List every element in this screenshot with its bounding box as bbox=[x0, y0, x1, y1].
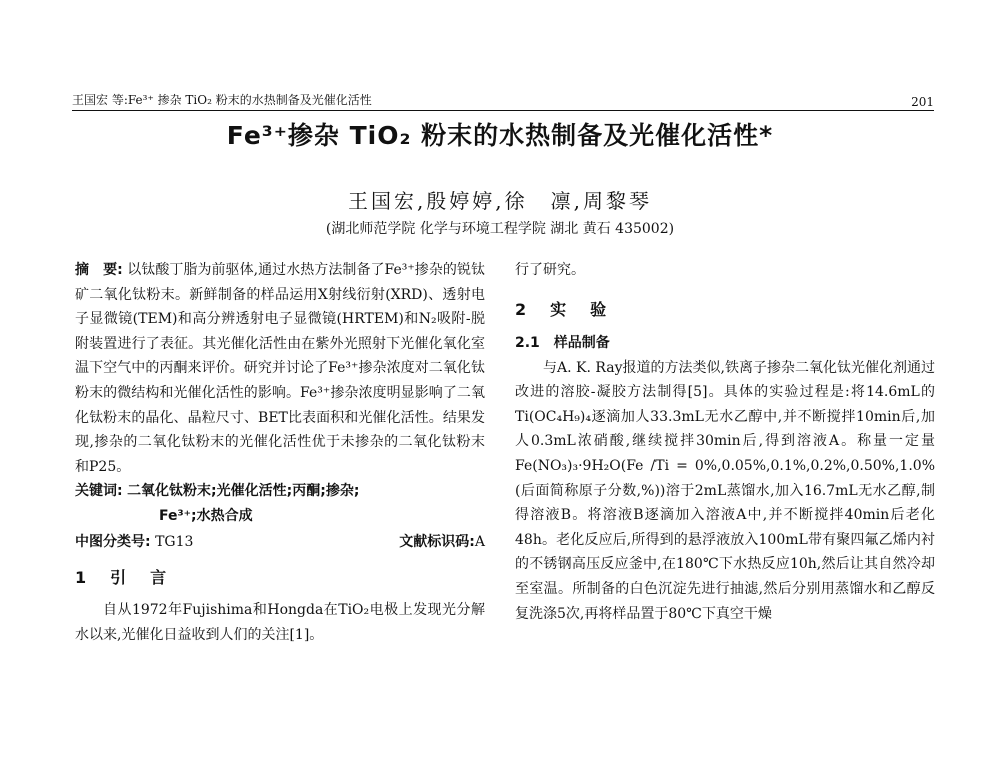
right-column bbox=[515, 258, 935, 626]
keywords-label: 关键词: bbox=[75, 483, 123, 500]
clc-label: 中图分类号: bbox=[75, 534, 151, 551]
section2-heading: 2 实 验 bbox=[515, 299, 611, 319]
running-title: 王国宏 等:Fe³⁺ 掺杂 TiO₂ 粉末的水热制备及光催化活性 bbox=[72, 93, 372, 107]
keywords-line2: Fe³⁺;水热合成 bbox=[159, 508, 253, 525]
doc-label: 文献标识码: bbox=[399, 534, 475, 551]
abstract bbox=[75, 258, 485, 479]
keywords-line1: 二氧化钛粉末;光催化活性;丙酮;掺杂; bbox=[127, 483, 360, 500]
section1-heading: 1 引 言 bbox=[75, 568, 171, 588]
abstract-label: 摘 要: bbox=[75, 262, 123, 278]
clc-value: TG13 bbox=[155, 534, 194, 551]
page-number: 201 bbox=[911, 95, 934, 109]
section2-text: 与A. K. Ray报道的方法类似,铁离子掺杂二氧化钛光催化剂通过改进的溶胶-凝胶方法制得[5]。具体的实验过程是:将14.6mL的Ti(OC₄H₉)₄逐滴加人33.3mL无水乙醇中,并不断搅拌10min后,加人0.3mL浓硝酸,继续搅拌30min后,得到溶液A。称量一定量Fe(NO₃)₃·9H₂O(Fe /Ti = 0%,0.05%,0.1%,0.2%,0.50%,1.0%(后面简称原子分数,%))溶于2mL蒸馏水,加入16.7mL无水乙醇,制得溶液B。将溶液B逐滴加入溶液A中,并不断搅拌40min后老化48h。老化反应后,所得到的悬浮液放入100mL带有聚四氟乙烯内衬的不锈钢高压反应釜中,在180℃下水热反应10h,然后让其自然冷却至室温。所制备的白色沉淀先进行抽滤,然后分别用蒸馏水和乙醇反复洗涤5次,再将样品置于80℃下真空干燥 bbox=[515, 359, 935, 622]
doc-value: A bbox=[474, 534, 485, 551]
right-continuation: 行了研究。 bbox=[515, 262, 585, 278]
keywords bbox=[75, 479, 485, 529]
paper-title: Fe³⁺掺杂 TiO₂ 粉末的水热制备及光催化活性* bbox=[226, 121, 774, 150]
paper-authors: 王国宏,殷婷婷,徐 凛,周黎琴 bbox=[347, 189, 653, 213]
doc-code bbox=[399, 529, 485, 555]
subsection-heading: 2.1 样品制备 bbox=[515, 334, 610, 351]
paper-affiliation: (湖北师范学院 化学与环境工程学院 湖北 黄石 435002) bbox=[325, 221, 675, 237]
classification bbox=[75, 529, 485, 555]
left-column bbox=[75, 258, 485, 648]
section1-text: 自从1972年Fujishima和Hongda在TiO₂电极上发现光分解水以来,光催化日益收到人们的关注[1]。 bbox=[75, 602, 485, 643]
running-header bbox=[72, 90, 934, 111]
abstract-text: 以钛酸丁脂为前驱体,通过水热方法制备了Fe³⁺掺杂的锐钛矿二氧化钛粉末。新鲜制备的样品运用X射线衍射(XRD)、透射电子显微镜(TEM)和高分辨透射电子显微镜(HRTEM)和N₂吸附-脱附装置进行了表征。其光催化活性由在紫外光照射下光催化氧化室温下空气中的丙酮来评价。研究并讨论了Fe³⁺掺杂浓度对二氧化钛粉末的微结构和光催化活性的影响。Fe³⁺掺杂浓度明显影响了二氧化钛粉末的晶化、晶粒尺寸、BET比表面积和光催化活性。结果发现,掺杂的二氧化钛粉末的光催化活性优于未掺杂的二氧化钛粉末和P25。 bbox=[75, 262, 485, 475]
